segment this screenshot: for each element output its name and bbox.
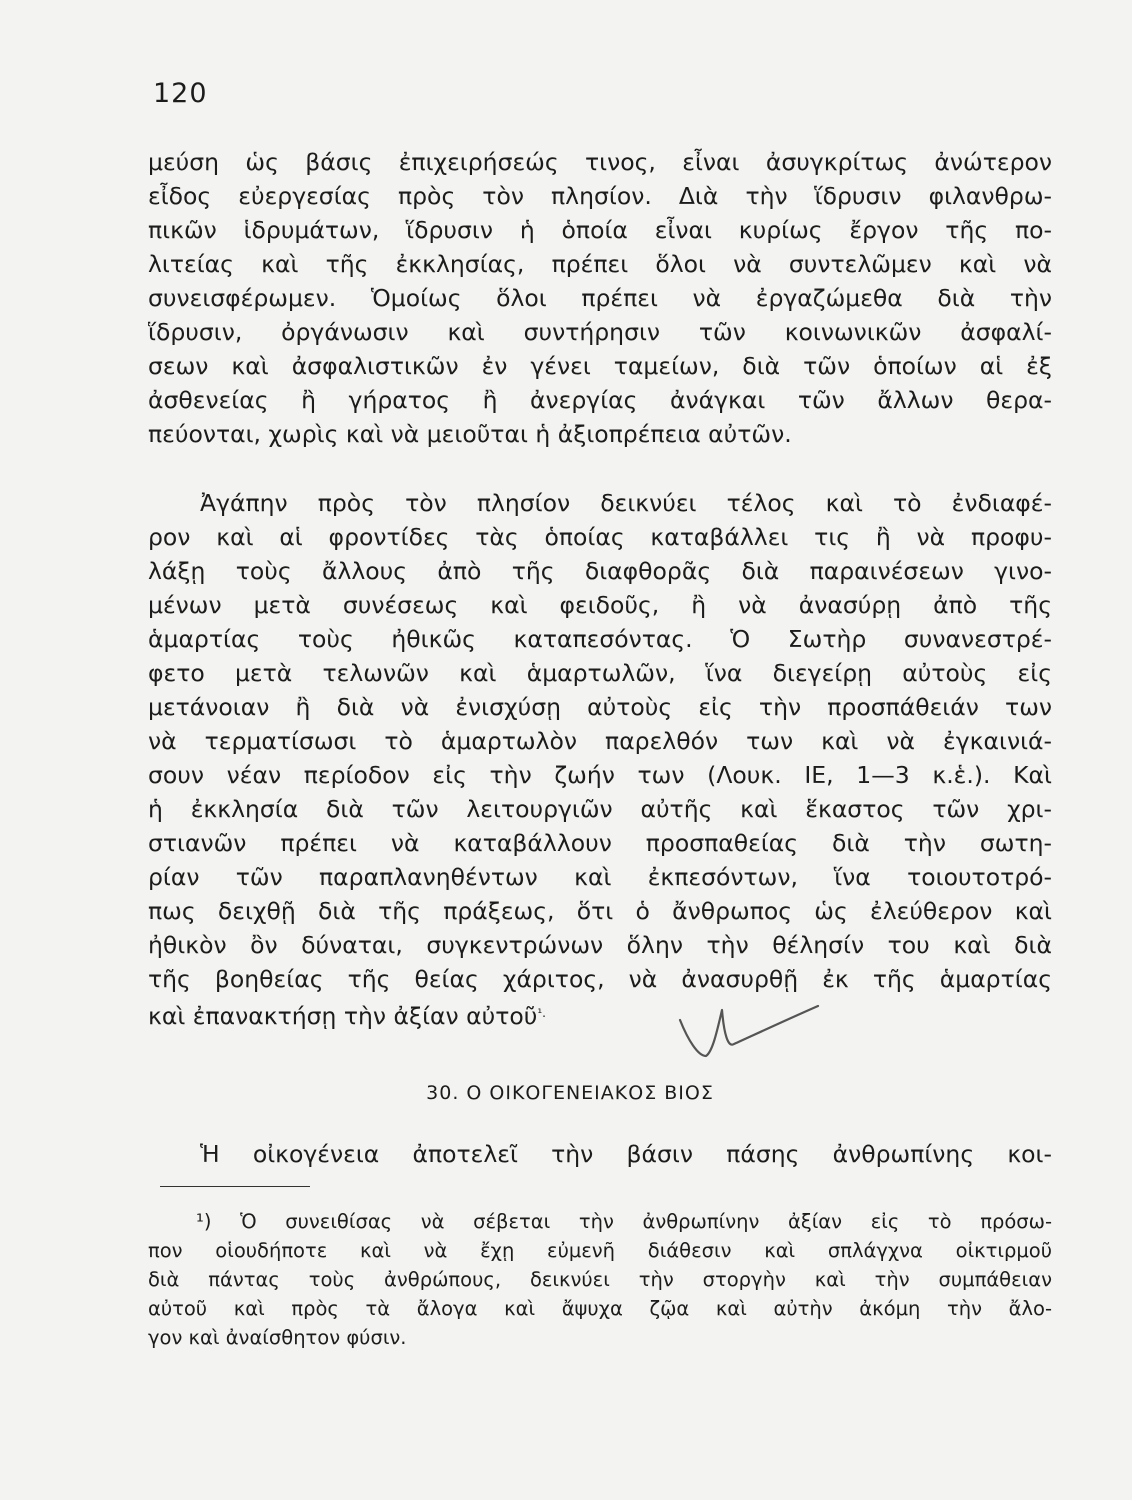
footnote-line (196, 1208, 1052, 1236)
text-line: σουν νέαν περίοδον εἰς τὴν ζωήν των (Λουκ. ΙΕ, 1—3 κ.ἑ.). Καὶ (148, 761, 1052, 789)
footnote-line: πον οἱουδήποτε καὶ νὰ ἔχῃ εὐμενῆ διάθεσιν καὶ σπλάγχνα οἰκτιρμοῦ (148, 1239, 1052, 1262)
text-line: νὰ τερματίσωσι τὸ ἁμαρτωλὸν παρελθόν των καὶ νὰ ἐγκαινιά- (148, 727, 1052, 755)
footnote-line: αὐτοῦ καὶ πρὸς τὰ ἄλογα καὶ ἄψυχα ζῷα καὶ αὐτὴν ἀκόμη τὴν ἄλο- (148, 1297, 1052, 1320)
page-number: 120 (153, 78, 208, 109)
text-line: συνεισφέρωμεν. Ὁμοίως ὅλοι πρέπει νὰ ἐργαζώμεθα διὰ τὴν (148, 284, 1052, 312)
text-line: μένων μετὰ συνέσεως καὶ φειδοῦς, ἢ νὰ ἀνασύρῃ ἀπὸ τῆς (148, 591, 1052, 619)
text-line: εἶδος εὐεργεσίας πρὸς τὸν πλησίον. Διὰ τὴν ἵδρυσιν φιλανθρω- (148, 182, 1052, 210)
text-line: πως δειχθῇ διὰ τῆς πράξεως, ὅτι ὁ ἄνθρωπος ὡς ἐλεύθερον καὶ (148, 897, 1052, 925)
text-line: ρίαν τῶν παραπλανηθέντων καὶ ἐκπεσόντων, ἵνα τοιουτοτρό- (148, 863, 1052, 891)
text-line (148, 997, 1052, 1029)
section-heading: 30. Ο ΟΙΚΟΓΕΝΕΙΑΚΟΣ ΒΙΟΣ (426, 1082, 714, 1104)
text-line: τῆς βοηθείας τῆς θείας χάριτος, νὰ ἀνασυρθῇ ἐκ τῆς ἁμαρτίας (148, 965, 1052, 993)
text-line-content: καὶ ἐπανακτήσῃ τὴν ἀξίαν αὐτοῦ (148, 1002, 538, 1029)
text-line: ἁμαρτίας τοὺς ἠθικῶς καταπεσόντας. Ὁ Σωτὴρ συνανεστρέ- (148, 625, 1052, 653)
text-line: ἀσθενείας ἢ γήρατος ἢ ἀνεργίας ἀνάγκαι τῶν ἄλλων θερα- (148, 386, 1052, 414)
text-line: μετάνοιαν ἢ διὰ νὰ ἐνισχύσῃ αὐτοὺς εἰς τὴν προσπάθειάν των (148, 693, 1052, 721)
pencil-check-mark (676, 1004, 826, 1064)
text-line: ἵδρυσιν, ὀργάνωσιν καὶ συντήρησιν τῶν κοινωνικῶν ἀσφαλί- (148, 318, 1052, 346)
text-line: λάξῃ τοὺς ἄλλους ἀπὸ τῆς διαφθορᾶς διὰ παραινέσεων γινο- (148, 557, 1052, 585)
text-line: στιανῶν πρέπει νὰ καταβάλλουν προσπαθείας διὰ τὴν σωτη- (148, 829, 1052, 857)
text-line: φετο μετὰ τελωνῶν καὶ ἁμαρτωλῶν, ἵνα διεγείρῃ αὐτοὺς εἰς (148, 659, 1052, 687)
text-line: πικῶν ἱδρυμάτων, ἵδρυσιν ἡ ὁποία εἶναι κυρίως ἔργον τῆς πο- (148, 216, 1052, 244)
text-line: λιτείας καὶ τῆς ἐκκλησίας, πρέπει ὅλοι νὰ συντελῶμεν καὶ νὰ (148, 250, 1052, 278)
text-line: μεύση ὡς βάσις ἐπιχειρήσεώς τινος, εἶναι ἀσυγκρίτως ἀνώτερον (148, 148, 1052, 176)
text-line: ἡ ἐκκλησία διὰ τῶν λειτουργιῶν αὐτῆς καὶ ἕκαστος τῶν χρι- (148, 795, 1052, 823)
footnote-line: γον καὶ ἀναίσθητον φύσιν. (148, 1326, 407, 1349)
footnote-divider (160, 1186, 310, 1187)
paragraph-3-line: Ἡ οἰκογένεια ἀποτελεῖ τὴν βάσιν πάσης ἀνθρωπίνης κοι- (200, 1140, 1052, 1168)
text-line: σεων καὶ ἀσφαλιστικῶν ἐν γένει ταμείων, διὰ τῶν ὁποίων αἱ ἐξ (148, 352, 1052, 380)
footnote-line: διὰ πάντας τοὺς ἀνθρώπους, δεικνύει τὴν στοργὴν καὶ τὴν συμπάθειαν (148, 1268, 1052, 1291)
footnote-marker: ¹) (196, 1210, 212, 1233)
text-line: ρον καὶ αἱ φροντίδες τὰς ὁποίας καταβάλλει τις ἢ νὰ προφυ- (148, 523, 1052, 551)
text-line: ἠθικὸν ὂν δύναται, συγκεντρώνων ὅλην τὴν θέλησίν του καὶ διὰ (148, 931, 1052, 959)
text-line: Ἀγάπην πρὸς τὸν πλησίον δεικνύει τέλος καὶ τὸ ἐνδιαφέ- (200, 489, 1052, 517)
footnote-reference: ¹. (537, 1006, 546, 1020)
text-line: πεύονται, χωρὶς καὶ νὰ μειοῦται ἡ ἀξιοπρέπεια αὐτῶν. (148, 420, 792, 448)
footnote-line-content: Ὁ συνειθίσας νὰ σέβεται τὴν ἀνθρωπίνην ἀξίαν εἰς τὸ πρόσω- (240, 1210, 1052, 1233)
